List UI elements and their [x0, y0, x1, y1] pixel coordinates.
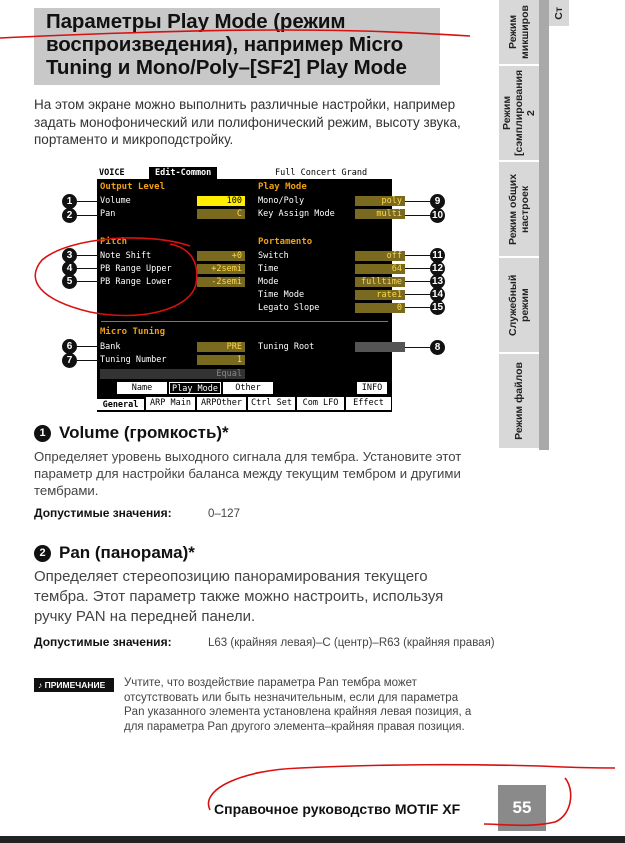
callout-15: 15: [431, 302, 444, 313]
callout-leader: [77, 281, 99, 282]
callout-9: 9: [430, 194, 445, 209]
lcd-pb-upper-label: PB Range Upper: [100, 264, 172, 274]
lcd-pan-value[interactable]: C: [197, 209, 245, 219]
title-line-1: Параметры Play Mode (режим: [46, 10, 346, 33]
lcd-bank-value[interactable]: PRE: [197, 342, 245, 352]
lcd-play-mode-heading: Play Mode: [258, 182, 307, 192]
lcd-pitch-heading: Pitch: [100, 237, 128, 247]
lcd-tab-effect[interactable]: Effect: [346, 397, 392, 410]
lcd-patch-name: Full Concert Grand: [275, 168, 368, 178]
callout-6: 6: [62, 339, 77, 354]
note-tag: ♪ ПРИМЕЧАНИЕ: [34, 678, 114, 692]
lcd-screen: [97, 167, 402, 412]
callout-12: 12: [431, 263, 444, 274]
callout-leader: [405, 215, 430, 216]
lcd-tuning-number-label: Tuning Number: [100, 355, 167, 365]
param-volume-description: Определяет уровень выходного сигнала для тембра. Установите этот параметр для настройки баланса между текущим тембром и другими тембрами.: [34, 449, 462, 498]
title-line-2: воспроизведения), например Micro: [46, 33, 404, 56]
tab-sampling-mode-2[interactable]: Режим [сэмплирования 2: [499, 66, 539, 162]
tab-strip: [539, 0, 549, 450]
lcd-header: [97, 167, 392, 179]
callout-leader: [405, 281, 430, 282]
callout-5: 5: [62, 274, 77, 289]
intro-paragraph: На этом экране можно выполнить различные настройки, например задать монофонический или полифонический режим, высоту звука, портаменто и микроподстройку.: [34, 97, 461, 147]
callout-leader: [77, 215, 99, 216]
param-number-badge: 1: [34, 425, 51, 442]
callout-11: 11: [430, 248, 445, 263]
lcd-key-assign-value[interactable]: multi: [355, 209, 405, 219]
lcd-tab-row: [97, 397, 392, 410]
lcd-voice-label: VOICE: [99, 168, 125, 178]
param-volume-title: Volume (громкость)*: [59, 423, 229, 442]
param-volume-range: [34, 506, 240, 520]
note-text: Учтите, что воздействие параметра Pan тембра может отсутствовать или быть незначительным, если для параметра Pan указанного элемента установлена крайняя левая позиция, а для параметра Pan другого элемента–крайняя правая позиция.: [124, 677, 472, 733]
lcd-time-mode-value[interactable]: rate1: [355, 290, 405, 300]
lcd-output-level-heading: Output Level: [100, 182, 166, 192]
page-number: 55: [498, 785, 546, 831]
param-pan-title: Pan (панорама)*: [59, 543, 195, 562]
side-tabs: [499, 0, 625, 450]
param-pan-description: Определяет стереопозицию панорамирования текущего тембра. Этот параметр также можно настроить, используя ручку PAN на передней панели.: [34, 568, 444, 625]
callout-4: 4: [62, 261, 77, 276]
callout-leader: [405, 347, 430, 348]
range-label: Допустимые значения:: [34, 506, 172, 520]
callout-3: 3: [62, 248, 77, 263]
lcd-play-mode-button[interactable]: Play Mode: [169, 382, 221, 394]
tab-cut[interactable]: Ст: [549, 0, 569, 26]
lcd-tab-ctrl-set[interactable]: Ctrl Set: [248, 397, 296, 410]
lcd-switch-label: Switch: [258, 251, 289, 261]
lcd-name-button[interactable]: Name: [117, 382, 167, 394]
callout-leader: [77, 268, 99, 269]
callout-leader: [77, 346, 99, 347]
param-pan-heading: [34, 543, 195, 563]
lcd-mode-value[interactable]: fulltime: [355, 277, 405, 287]
callout-10: 10: [431, 210, 444, 221]
section-title-box: [34, 8, 440, 85]
lcd-mono-poly-value[interactable]: poly: [355, 196, 405, 206]
lcd-legato-value[interactable]: 0: [355, 303, 405, 313]
lcd-tab-general[interactable]: General: [97, 397, 145, 410]
lcd-pan-label: Pan: [100, 209, 116, 219]
range-value: L63 (крайняя левая)–C (центр)–R63 (крайняя правая): [208, 637, 495, 649]
lcd-pb-lower-value[interactable]: -2semi: [197, 277, 245, 287]
param-number-badge: 2: [34, 545, 51, 562]
lcd-pb-lower-label: PB Range Lower: [100, 277, 172, 287]
tab-utility-general[interactable]: Режим общих настроек: [499, 162, 539, 258]
lcd-key-assign-label: Key Assign Mode: [258, 209, 335, 219]
lcd-switch-value[interactable]: off: [355, 251, 405, 261]
lcd-volume-value[interactable]: 100: [197, 196, 245, 206]
lcd-button-row: [97, 382, 392, 394]
lcd-tuning-root-value[interactable]: [355, 342, 405, 352]
lcd-tuning-root-label: Tuning Root: [258, 342, 315, 352]
callout-leader: [405, 294, 430, 295]
lcd-mode-label: Mode: [258, 277, 279, 287]
section-title: [46, 10, 428, 79]
lcd-volume-label: Volume: [100, 196, 131, 206]
tab-mixing-mode[interactable]: Режим микширов: [499, 0, 539, 66]
callout-leader: [405, 307, 430, 308]
lcd-time-value[interactable]: 64: [355, 264, 405, 274]
lcd-divider: [101, 321, 388, 322]
param-volume-heading: [34, 423, 229, 443]
callout-leader: [405, 255, 430, 256]
range-value: 0–127: [208, 508, 240, 520]
bottom-bar: [0, 836, 625, 843]
lcd-tuning-number-value[interactable]: 1: [197, 355, 245, 365]
range-label: Допустимые значения:: [34, 635, 172, 649]
lcd-tab-com-lfo[interactable]: Com LFO: [297, 397, 345, 410]
lcd-mode-label: Edit-Common: [149, 167, 217, 179]
callout-13: 13: [431, 276, 444, 287]
lcd-tab-arp-other[interactable]: ARPOther: [197, 397, 247, 410]
lcd-time-mode-label: Time Mode: [258, 290, 305, 300]
lcd-note-shift-value[interactable]: +0: [197, 251, 245, 261]
callout-leader: [77, 255, 99, 256]
lcd-mono-poly-label: Mono/Poly: [258, 196, 305, 206]
callout-leader: [405, 268, 430, 269]
callout-1: 1: [62, 194, 77, 209]
callout-leader: [405, 201, 430, 202]
lcd-tab-arp-main[interactable]: ARP Main: [146, 397, 196, 410]
lcd-legato-label: Legato Slope: [258, 303, 320, 313]
lcd-time-label: Time: [258, 264, 279, 274]
callout-8: 8: [430, 340, 445, 355]
callout-leader: [77, 201, 99, 202]
lcd-bank-label: Bank: [100, 342, 121, 352]
lcd-equal-display: Equal: [100, 369, 245, 379]
param-pan-range: [34, 635, 495, 649]
lcd-info-button[interactable]: INFO: [357, 382, 387, 394]
callout-14: 14: [431, 289, 444, 300]
callout-leader: [77, 360, 99, 361]
title-line-3: Tuning и Mono/Poly–[SF2] Play Mode: [46, 56, 407, 79]
lcd-micro-tuning-heading: Micro Tuning: [100, 327, 166, 337]
lcd-portamento-heading: Portamento: [258, 237, 313, 247]
callout-2: 2: [62, 208, 77, 223]
tab-file-mode[interactable]: Режим файлов: [499, 354, 539, 450]
lcd-other-button[interactable]: Other: [223, 382, 273, 394]
lcd-pb-upper-value[interactable]: +2semi: [197, 264, 245, 274]
callout-7: 7: [62, 353, 77, 368]
footer-manual-title: Справочное руководство MOTIF XF: [214, 801, 461, 817]
tab-utility-mode[interactable]: Служебный режим: [499, 258, 539, 354]
lcd-note-shift-label: Note Shift: [100, 251, 152, 261]
